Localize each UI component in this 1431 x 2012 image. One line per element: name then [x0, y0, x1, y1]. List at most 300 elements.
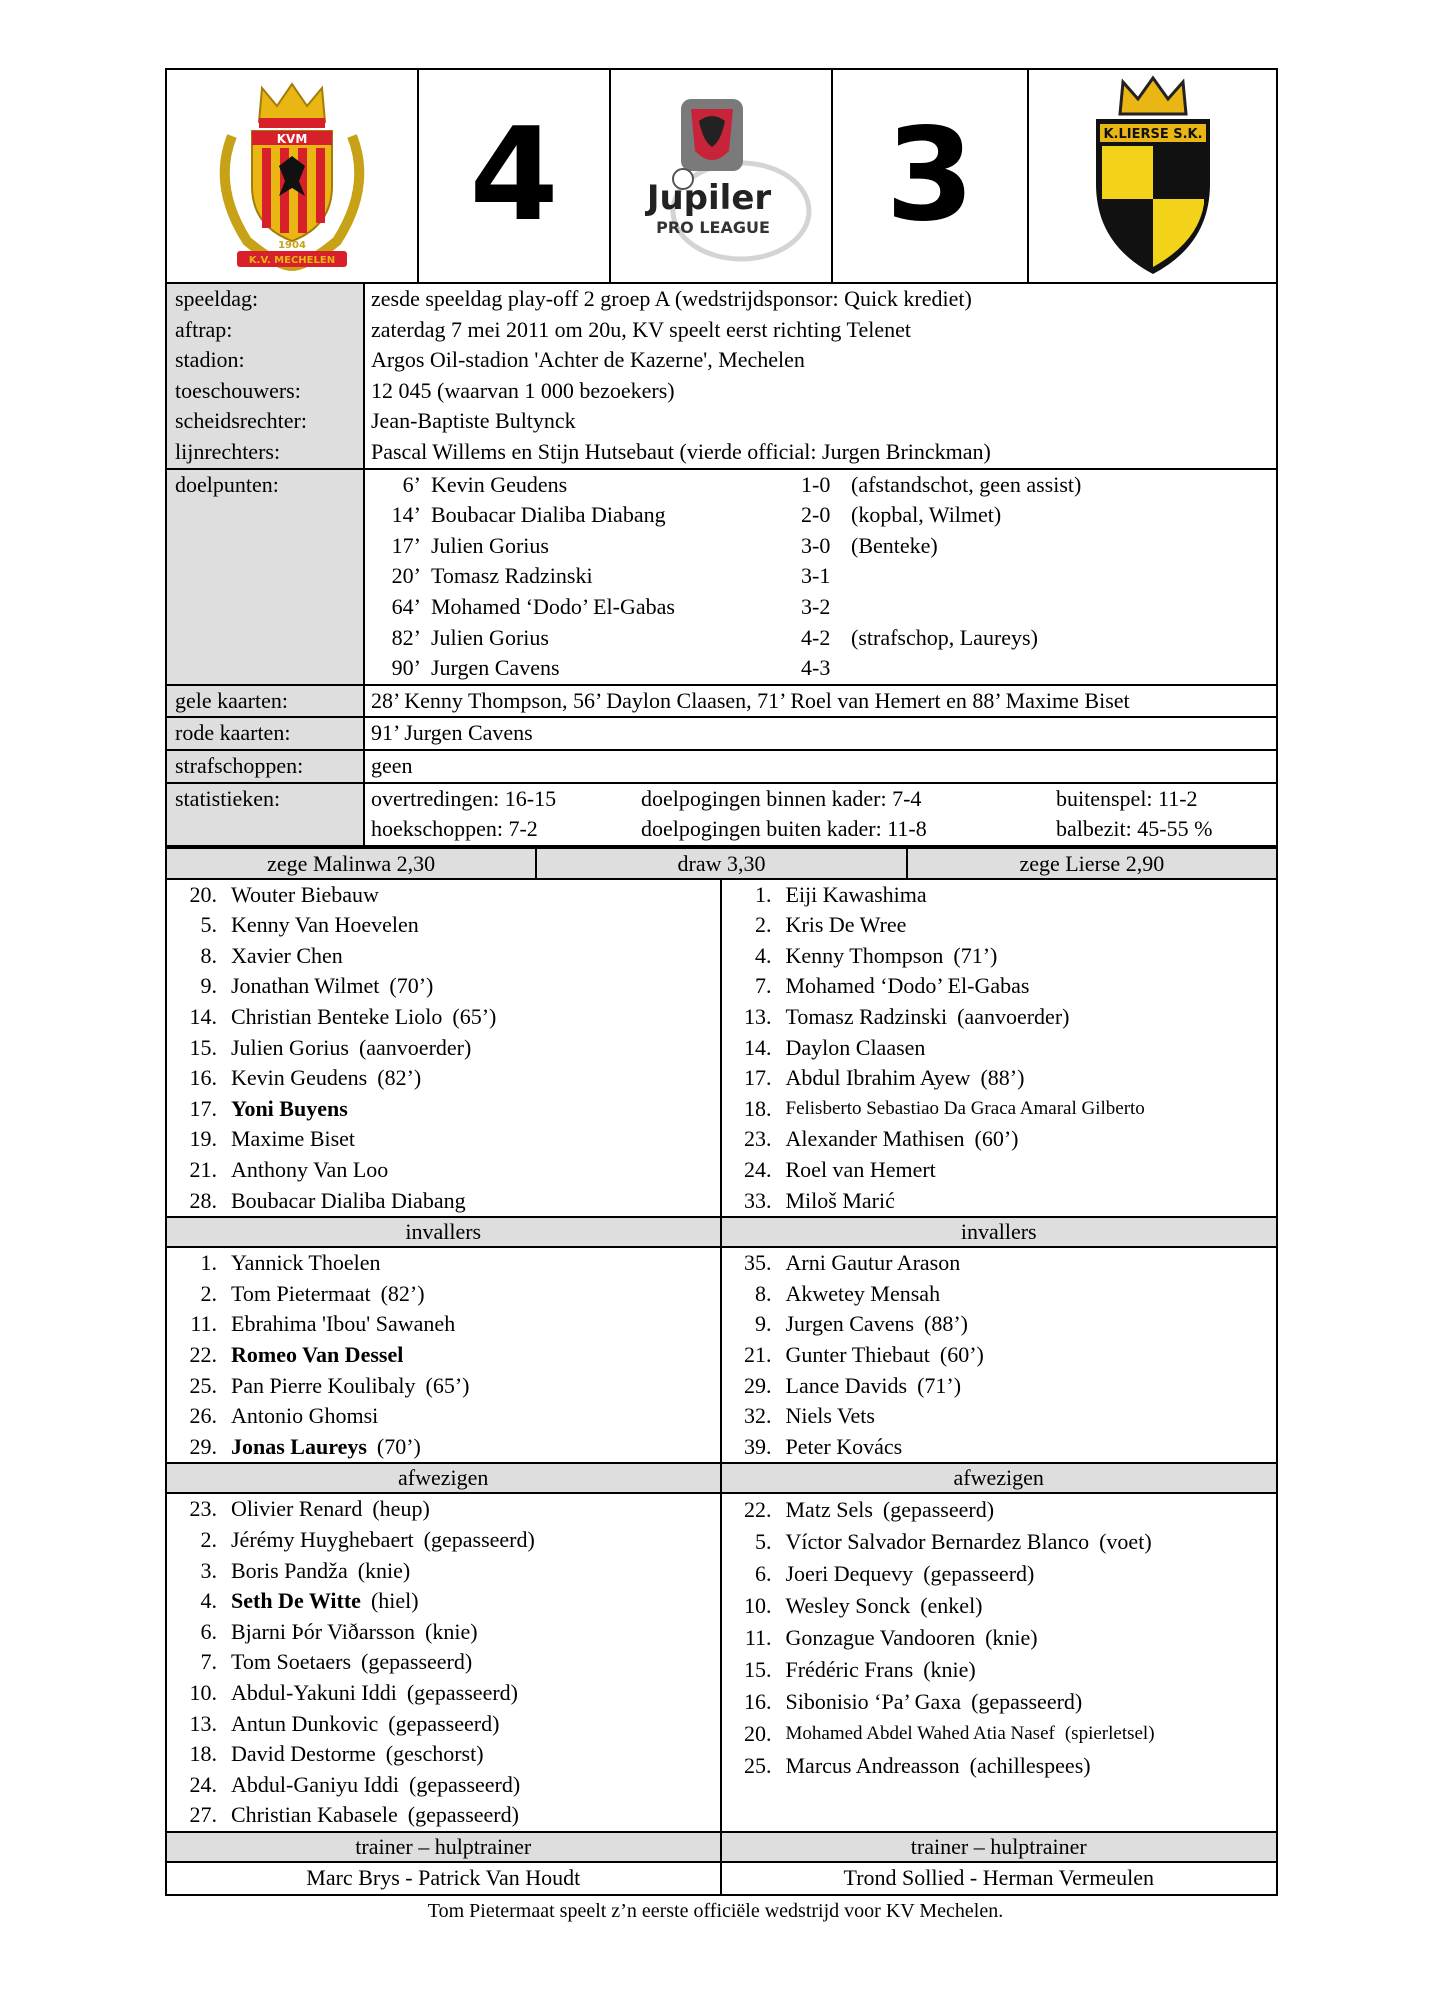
- player-number: 8.: [755, 1280, 772, 1306]
- player-row: [167, 1033, 720, 1064]
- player-note: (knie): [357, 1557, 411, 1583]
- player-name: Pan Pierre Koulibaly: [231, 1372, 416, 1398]
- stat-hoekschoppen: hoekschoppen: 7-2: [371, 816, 538, 842]
- value-scheidsrechter: Jean-Baptiste Bultynck: [371, 408, 576, 434]
- player-row: [167, 1586, 720, 1617]
- player-name: Julien Gorius: [231, 1034, 349, 1060]
- player-number: 22.: [744, 1497, 772, 1523]
- odds-home: zege Malinwa 2,30: [167, 849, 537, 878]
- player-name: Matz Sels: [785, 1497, 873, 1523]
- player-row: [722, 1622, 1277, 1654]
- goal-minute: 14’: [391, 502, 421, 528]
- stat-buitenspel: buitenspel: 11-2: [1056, 785, 1198, 811]
- value-stadion: Argos Oil-stadion 'Achter de Kazerne', Mechelen: [371, 347, 805, 373]
- goal-minute: 17’: [391, 532, 421, 558]
- lineup-section: [165, 880, 1278, 1219]
- subs-section: [165, 1248, 1278, 1464]
- goal-scorer: Boubacar Dialiba Diabang: [431, 502, 666, 528]
- goal-scorer: Mohamed ‘Dodo’ El-Gabas: [431, 593, 675, 619]
- player-number: 15.: [189, 1034, 217, 1060]
- player-name: Mohamed ‘Dodo’ El-Gabas: [785, 973, 1030, 999]
- odds-away: zege Lierse 2,90: [1019, 850, 1165, 876]
- label-scheidsrechter: scheidsrechter:: [167, 406, 365, 437]
- goal-row: [371, 623, 1276, 654]
- player-number: 19.: [189, 1126, 217, 1152]
- player-name: Gonzague Vandooren: [785, 1625, 976, 1651]
- stats-values: [365, 784, 1276, 845]
- player-number: 14.: [189, 1004, 217, 1030]
- player-name: Ebrahima 'Ibou' Sawaneh: [231, 1311, 456, 1337]
- trainer-away: Trond Sollied - Herman Vermeulen: [843, 1864, 1154, 1890]
- goal-row: [371, 531, 1276, 562]
- trainer-header: [165, 1833, 1278, 1863]
- goal-scorer: Julien Gorius: [431, 532, 549, 558]
- player-number: 21.: [744, 1342, 772, 1367]
- player-row: [167, 1002, 720, 1033]
- player-row: [722, 1309, 1277, 1340]
- player-number: 8.: [200, 942, 217, 968]
- player-name: Peter Kovács: [785, 1433, 903, 1459]
- home-score-cell: [419, 70, 611, 282]
- player-note: (60’): [974, 1126, 1019, 1152]
- player-name: Kevin Geudens: [231, 1065, 368, 1091]
- goals-section: [165, 470, 1278, 686]
- player-note: (65’): [425, 1372, 470, 1398]
- player-row: [167, 941, 720, 972]
- player-number: 25.: [189, 1372, 217, 1398]
- absent-home: [167, 1494, 722, 1831]
- goal-row: [371, 561, 1276, 592]
- player-number: 23.: [744, 1126, 772, 1152]
- player-row: [722, 941, 1277, 972]
- stat-overtredingen: overtredingen: 16-15: [371, 785, 557, 811]
- odds-bar: [165, 847, 1278, 880]
- player-number: 17.: [744, 1065, 772, 1091]
- value-rode-kaarten: 91’ Jurgen Cavens: [371, 720, 533, 746]
- player-number: 4.: [755, 942, 772, 968]
- player-row: [167, 1617, 720, 1648]
- player-note: (gepasseerd): [361, 1649, 473, 1675]
- player-note: (knie): [985, 1625, 1038, 1651]
- player-name: Tom Pietermaat: [231, 1280, 371, 1306]
- player-number: 29.: [744, 1372, 772, 1398]
- player-number: 33.: [744, 1187, 772, 1213]
- player-note: (82’): [380, 1280, 425, 1306]
- player-number: 6.: [755, 1561, 772, 1587]
- player-note: (88’): [924, 1311, 969, 1337]
- stat-balbezit: balbezit: 45-55 %: [1056, 816, 1213, 842]
- player-note: (82’): [377, 1065, 422, 1091]
- player-number: 10.: [744, 1593, 772, 1619]
- goal-score: 3-0: [801, 532, 831, 558]
- stat-doelpogingen-buiten: doelpogingen buiten kader: 11-8: [641, 816, 927, 842]
- player-row: [722, 1371, 1277, 1402]
- player-number: 18.: [744, 1095, 772, 1121]
- trainer-section: [165, 1863, 1278, 1896]
- player-name: Arni Gautur Arason: [785, 1250, 961, 1276]
- goal-score: 2-0: [801, 502, 831, 528]
- player-number: 4.: [200, 1588, 217, 1614]
- player-name: Abdul-Yakuni Iddi: [231, 1679, 397, 1705]
- label-aftrap: aftrap:: [167, 315, 365, 346]
- player-name: Felisberto Sebastiao Da Graca Amaral Gilberto: [785, 1097, 1145, 1119]
- player-name: Alexander Mathisen: [785, 1126, 965, 1152]
- player-row: [722, 971, 1277, 1002]
- player-row: [167, 1186, 720, 1217]
- label-gele-kaarten: gele kaarten:: [167, 686, 365, 717]
- player-row: [722, 1094, 1277, 1125]
- subs-label-home: invallers: [167, 1218, 722, 1246]
- player-row: [167, 1678, 720, 1709]
- info-row-toeschouwers: [167, 376, 1276, 407]
- player-row: [722, 1654, 1277, 1686]
- player-note: (gepasseerd): [407, 1802, 519, 1828]
- player-name: Romeo Van Dessel: [231, 1342, 404, 1367]
- value-gele-kaarten: 28’ Kenny Thompson, 56’ Daylon Claasen, 71’ Roel van Hemert en 88’ Maxime Biset: [371, 687, 1130, 713]
- player-number: 16.: [744, 1689, 772, 1715]
- player-name: Niels Vets: [785, 1403, 875, 1429]
- player-name: Gunter Thiebaut: [785, 1342, 930, 1367]
- goal-row: [371, 500, 1276, 531]
- absent-label-home: afwezigen: [167, 1464, 722, 1492]
- player-number: 7.: [200, 1649, 217, 1675]
- subs-home: [167, 1248, 722, 1462]
- player-row: [722, 1279, 1277, 1310]
- player-row: [722, 1401, 1277, 1432]
- trainer-label-home: trainer – hulptrainer: [167, 1833, 722, 1861]
- league-logo-cell: [611, 70, 833, 282]
- away-logo-cell: [1029, 70, 1276, 282]
- goal-scorer: Julien Gorius: [431, 624, 549, 650]
- player-row: [722, 1686, 1277, 1718]
- player-row: [167, 1556, 720, 1587]
- player-number: 32.: [744, 1403, 772, 1429]
- stats-row-1: [371, 784, 1276, 815]
- player-row: [722, 1124, 1277, 1155]
- player-name: Kris De Wree: [785, 912, 907, 938]
- svg-text:PRO LEAGUE: PRO LEAGUE: [656, 218, 770, 237]
- player-number: 18.: [189, 1741, 217, 1767]
- player-number: 1.: [200, 1250, 217, 1276]
- player-number: 3.: [200, 1557, 217, 1583]
- subs-away: [722, 1248, 1277, 1462]
- player-number: 25.: [744, 1753, 772, 1779]
- goal-row: [371, 592, 1276, 623]
- player-note: (gepasseerd): [923, 1561, 1035, 1587]
- label-statistieken: statistieken:: [167, 784, 365, 845]
- away-score-cell: [833, 70, 1029, 282]
- player-name: Yoni Buyens: [231, 1095, 348, 1121]
- player-number: 24.: [189, 1771, 217, 1797]
- absent-away: [722, 1494, 1277, 1831]
- player-name: Maxime Biset: [231, 1126, 356, 1152]
- player-note: (heup): [372, 1496, 430, 1522]
- player-row: [167, 1494, 720, 1525]
- player-row: [167, 1248, 720, 1279]
- odds-draw: draw 3,30: [537, 849, 907, 878]
- jupiler-pro-league-logo: [621, 81, 821, 271]
- player-row: [167, 1525, 720, 1556]
- player-number: 29.: [189, 1433, 217, 1459]
- home-score: 4: [469, 101, 559, 250]
- player-row: [722, 1558, 1277, 1590]
- player-note: (achillespees): [969, 1753, 1091, 1779]
- player-note: (knie): [923, 1657, 976, 1683]
- player-note: (enkel): [920, 1593, 983, 1619]
- player-row: [167, 1309, 720, 1340]
- player-name: Tom Soetaers: [231, 1649, 352, 1675]
- player-name: Tomasz Radzinski: [785, 1004, 948, 1030]
- yellow-cards-row: [165, 686, 1278, 719]
- svg-text:KVM: KVM: [276, 132, 308, 146]
- player-name: Jonathan Wilmet: [231, 973, 380, 999]
- goal-row: [371, 653, 1276, 684]
- goal-note: (strafschop, Laureys): [851, 624, 1038, 650]
- player-number: 23.: [189, 1496, 217, 1522]
- match-info: [165, 284, 1278, 470]
- info-row-scheidsrechter: [167, 406, 1276, 437]
- player-name: Christian Benteke Liolo: [231, 1004, 443, 1030]
- player-row: [722, 1432, 1277, 1463]
- player-number: 11.: [190, 1311, 217, 1337]
- player-row: [722, 880, 1277, 911]
- player-row: [167, 1340, 720, 1371]
- svg-text:1904: 1904: [278, 240, 306, 251]
- absent-label-away: afwezigen: [953, 1465, 1044, 1491]
- goal-score: 1-0: [801, 471, 831, 497]
- player-name: Kenny Thompson: [785, 942, 944, 968]
- player-number: 1.: [755, 881, 772, 907]
- player-row: [167, 1124, 720, 1155]
- player-note: (gepasseerd): [406, 1679, 518, 1705]
- player-row: [167, 880, 720, 911]
- goal-note: (afstandschot, geen assist): [851, 471, 1082, 497]
- player-name: Víctor Salvador Bernardez Blanco: [785, 1529, 1090, 1555]
- player-note: (aanvoerder): [957, 1004, 1070, 1030]
- goal-minute: 64’: [391, 593, 421, 619]
- goals-list: [365, 470, 1276, 684]
- kv-mechelen-logo: [207, 76, 377, 276]
- player-row: [167, 1800, 720, 1831]
- player-number: 20.: [189, 881, 217, 907]
- player-name: Wouter Biebauw: [231, 881, 379, 907]
- value-strafschoppen: geen: [371, 752, 413, 778]
- player-note: (gepasseerd): [409, 1771, 521, 1797]
- label-strafschoppen: strafschoppen:: [167, 751, 365, 782]
- lineup-away: [722, 880, 1277, 1217]
- player-row: [722, 1002, 1277, 1033]
- player-number: 15.: [744, 1657, 772, 1683]
- player-note: (65’): [452, 1004, 497, 1030]
- player-number: 13.: [189, 1710, 217, 1736]
- player-row: [722, 1590, 1277, 1622]
- player-number: 24.: [744, 1157, 772, 1183]
- goal-minute: 6’: [402, 471, 421, 497]
- goal-score: 3-2: [801, 593, 831, 619]
- player-number: 5.: [200, 912, 217, 938]
- player-row: [722, 1033, 1277, 1064]
- lierse-sk-logo: [1088, 74, 1218, 279]
- player-note: (88’): [980, 1065, 1025, 1091]
- value-lijnrechters: Pascal Willems en Stijn Hutsebaut (vierde official: Jurgen Brinckman): [371, 438, 991, 464]
- player-name: Daylon Claasen: [785, 1034, 926, 1060]
- player-name: Abdul Ibrahim Ayew: [785, 1065, 971, 1091]
- player-row: [167, 971, 720, 1002]
- match-sheet: [165, 68, 1278, 1896]
- player-name: Miloš Marić: [785, 1187, 895, 1213]
- player-row: [167, 1432, 720, 1463]
- player-row: [167, 1063, 720, 1094]
- player-name: Lance Davids: [785, 1372, 908, 1398]
- player-name: Antonio Ghomsi: [231, 1403, 379, 1429]
- value-speeldag: zesde speeldag play-off 2 groep A (wedstrijdsponsor: Quick krediet): [371, 286, 972, 311]
- player-note: (spierletsel): [1064, 1723, 1155, 1745]
- player-name: Akwetey Mensah: [785, 1280, 941, 1306]
- player-name: Jonas Laureys: [231, 1433, 367, 1459]
- player-row: [722, 1155, 1277, 1186]
- player-name: Abdul-Ganiyu Iddi: [231, 1771, 400, 1797]
- player-name: Anthony Van Loo: [231, 1157, 389, 1183]
- subs-header: [165, 1218, 1278, 1248]
- player-note: (knie): [425, 1618, 478, 1644]
- player-name: Frédéric Frans: [785, 1657, 914, 1683]
- absent-header: [165, 1464, 1278, 1494]
- player-row: [167, 1155, 720, 1186]
- stat-doelpogingen-binnen: doelpogingen binnen kader: 7-4: [641, 785, 922, 811]
- score-header: [165, 68, 1278, 284]
- svg-text:K.LIERSE S.K.: K.LIERSE S.K.: [1102, 126, 1203, 142]
- player-note: (gepasseerd): [882, 1497, 995, 1523]
- red-cards-row: [165, 718, 1278, 751]
- label-stadion: stadion:: [167, 345, 365, 376]
- player-note: (voet): [1099, 1529, 1152, 1555]
- player-row: [722, 1494, 1277, 1526]
- player-row: [722, 1750, 1277, 1782]
- player-row: [722, 1063, 1277, 1094]
- player-number: 17.: [189, 1095, 217, 1121]
- player-name: Jurgen Cavens: [785, 1311, 915, 1337]
- player-name: Jérémy Huyghebaert: [231, 1526, 414, 1552]
- player-number: 28.: [189, 1187, 217, 1213]
- footnote: Tom Pietermaat speelt z’n eerste officiële wedstrijd voor KV Mechelen.: [427, 1900, 1004, 1922]
- player-row: [167, 1647, 720, 1678]
- trainer-label-away: trainer – hulptrainer: [910, 1833, 1087, 1859]
- player-row: [722, 1526, 1277, 1558]
- player-note: (gepasseerd): [971, 1689, 1083, 1715]
- player-row: [722, 1248, 1277, 1279]
- player-name: Mohamed Abdel Wahed Atia Nasef: [785, 1723, 1055, 1745]
- svg-text:Jupiler: Jupiler: [646, 178, 772, 218]
- goal-scorer: Kevin Geudens: [431, 471, 568, 497]
- goal-scorer: Jurgen Cavens: [431, 655, 560, 681]
- player-number: 5.: [755, 1529, 772, 1555]
- svg-text:K.V. MECHELEN: K.V. MECHELEN: [248, 255, 336, 266]
- player-name: Xavier Chen: [231, 942, 343, 968]
- info-row-stadion: [167, 345, 1276, 376]
- goal-note: (kopbal, Wilmet): [851, 502, 1002, 528]
- player-name: Kenny Van Hoevelen: [231, 912, 419, 938]
- absent-section: [165, 1494, 1278, 1833]
- player-number: 6.: [200, 1618, 217, 1644]
- subs-label-away: invallers: [960, 1219, 1037, 1245]
- player-row: [722, 1340, 1277, 1371]
- goal-score: 3-1: [801, 563, 831, 589]
- info-row-speeldag: [167, 284, 1276, 315]
- label-toeschouwers: toeschouwers:: [167, 376, 365, 407]
- player-name: Seth De Witte: [231, 1588, 361, 1614]
- player-name: Yannick Thoelen: [231, 1250, 381, 1276]
- player-note: (60’): [939, 1342, 984, 1367]
- player-number: 22.: [189, 1342, 217, 1367]
- player-name: Christian Kabasele: [231, 1802, 398, 1828]
- player-number: 10.: [189, 1679, 217, 1705]
- player-note: (gepasseerd): [423, 1526, 535, 1552]
- away-score: 3: [885, 101, 975, 250]
- player-name: David Destorme: [231, 1741, 376, 1767]
- player-row: [722, 1718, 1277, 1750]
- player-name: Bjarni Þór Viðarsson: [231, 1618, 416, 1644]
- info-row-aftrap: [167, 315, 1276, 346]
- player-number: 2.: [200, 1526, 217, 1552]
- goal-minute: 82’: [391, 624, 421, 650]
- player-number: 9.: [200, 973, 217, 999]
- info-row-lijnrechters: [167, 437, 1276, 468]
- player-note: (71’): [953, 942, 998, 968]
- player-row: [167, 1739, 720, 1770]
- player-number: 2.: [755, 912, 772, 938]
- player-number: 13.: [744, 1004, 772, 1030]
- player-name: Antun Dunkovic: [231, 1710, 379, 1736]
- player-name: Boris Pandža: [231, 1557, 348, 1583]
- player-note: (geschorst): [385, 1741, 484, 1767]
- player-number: 27.: [189, 1802, 217, 1828]
- player-note: (70’): [389, 973, 434, 999]
- player-number: 9.: [755, 1311, 772, 1337]
- player-name: Sibonisio ‘Pa’ Gaxa: [785, 1689, 962, 1715]
- player-number: 35.: [744, 1250, 772, 1276]
- label-lijnrechters: lijnrechters:: [167, 437, 365, 468]
- player-number: 7.: [755, 973, 772, 999]
- player-note: (70’): [376, 1433, 421, 1459]
- stats-section: [165, 784, 1278, 847]
- goal-minute: 20’: [391, 563, 421, 589]
- goal-score: 4-3: [801, 655, 831, 681]
- value-aftrap: zaterdag 7 mei 2011 om 20u, KV speelt eerst richting Telenet: [371, 316, 911, 342]
- player-row: [167, 1401, 720, 1432]
- player-number: 14.: [744, 1034, 772, 1060]
- player-name: Boubacar Dialiba Diabang: [231, 1187, 466, 1213]
- player-number: 11.: [744, 1625, 772, 1651]
- player-name: Marcus Andreasson: [785, 1753, 960, 1779]
- player-row: [722, 1186, 1277, 1217]
- player-row: [167, 1371, 720, 1402]
- player-number: 26.: [189, 1403, 217, 1429]
- lineup-home: [167, 880, 722, 1217]
- goal-note: (Benteke): [851, 532, 938, 558]
- player-name: Roel van Hemert: [785, 1157, 936, 1183]
- player-note: (71’): [917, 1372, 962, 1398]
- penalties-row: [165, 751, 1278, 784]
- player-number: 16.: [189, 1065, 217, 1091]
- player-number: 2.: [200, 1280, 217, 1306]
- player-name: Eiji Kawashima: [785, 881, 927, 907]
- label-speeldag: speeldag:: [167, 284, 365, 315]
- stats-row-2: [371, 814, 1276, 845]
- player-note: (hiel): [370, 1588, 419, 1614]
- player-number: 20.: [744, 1721, 772, 1747]
- player-note: (gepasseerd): [388, 1710, 500, 1736]
- player-row: [167, 1709, 720, 1740]
